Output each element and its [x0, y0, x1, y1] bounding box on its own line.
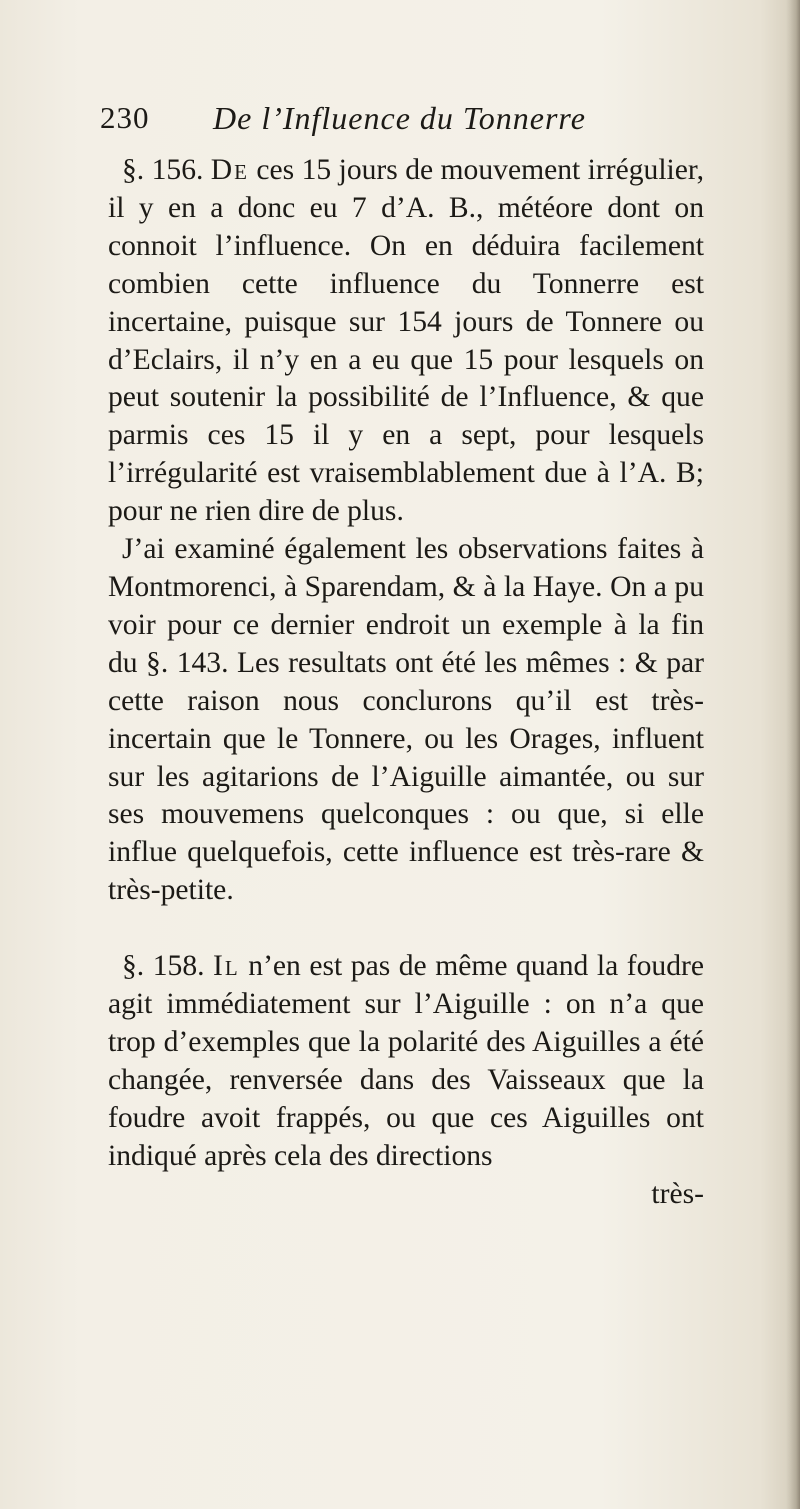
page-header	[100, 100, 730, 148]
paragraph-text: ces 15 jours de mouvement irrégulier, il y en a donc eu 7 d’A. B., météore dont on connoit l’influence. On en déduira facilement combien cette influence du Tonnerre est incertaine, puisque sur 154 jours de Tonnere ou d’Eclairs, il n’y en a eu que 15 pour lesquels on peut soutenir la possibilité de l’Influence, & que parmis ces 15 il y en a sept, pour lesquels l’irrégularité est vraisemblablement due à l’A. B; pour ne rien dire de plus.	[108, 154, 704, 528]
paragraph-text: n’en est pas de même quand la foudre agit immédiatement sur l’Aiguille : on n’a que trop d’exemples que la polarité des Aiguilles a été changée, renversée dans des Vaisseaux que la foudre avoit frappés, ou que ces Aiguilles ont indiqué après cela des directions	[108, 950, 704, 1172]
catchword-line	[108, 1176, 704, 1214]
running-head: De l’Influence du Tonnerre	[213, 100, 586, 136]
section-number: §. 156.	[122, 154, 204, 186]
page-number: 230	[100, 100, 150, 135]
section-number: §. 158.	[122, 950, 205, 983]
catchword: très-	[651, 1177, 704, 1210]
page-gutter-shadow	[786, 0, 800, 1509]
paragraph-observations	[108, 531, 704, 910]
paragraph-156	[108, 152, 704, 531]
body-text	[108, 152, 704, 1214]
paragraph-lead-word: De	[210, 154, 249, 186]
paragraph-158	[108, 948, 704, 1175]
paragraph-lead-word: Il	[213, 950, 240, 983]
paragraph-text: J’ai examiné également les observations faites à Montmorenci, à Sparendam, & à la Haye. On a pu voir pour ce dernier endroit un exemple à la fin du §. 143. Les resultats ont été les mêmes : & par cette raison nous conclurons qu’il est très-incertain que le Tonnere, ou les Orages, influent sur les agitarions de l’Aiguille aimantée, ou sur ses mouvemens quelconques : ou que, si elle influe quelquefois, cette influence est très-rare & très-petite.	[108, 533, 704, 907]
